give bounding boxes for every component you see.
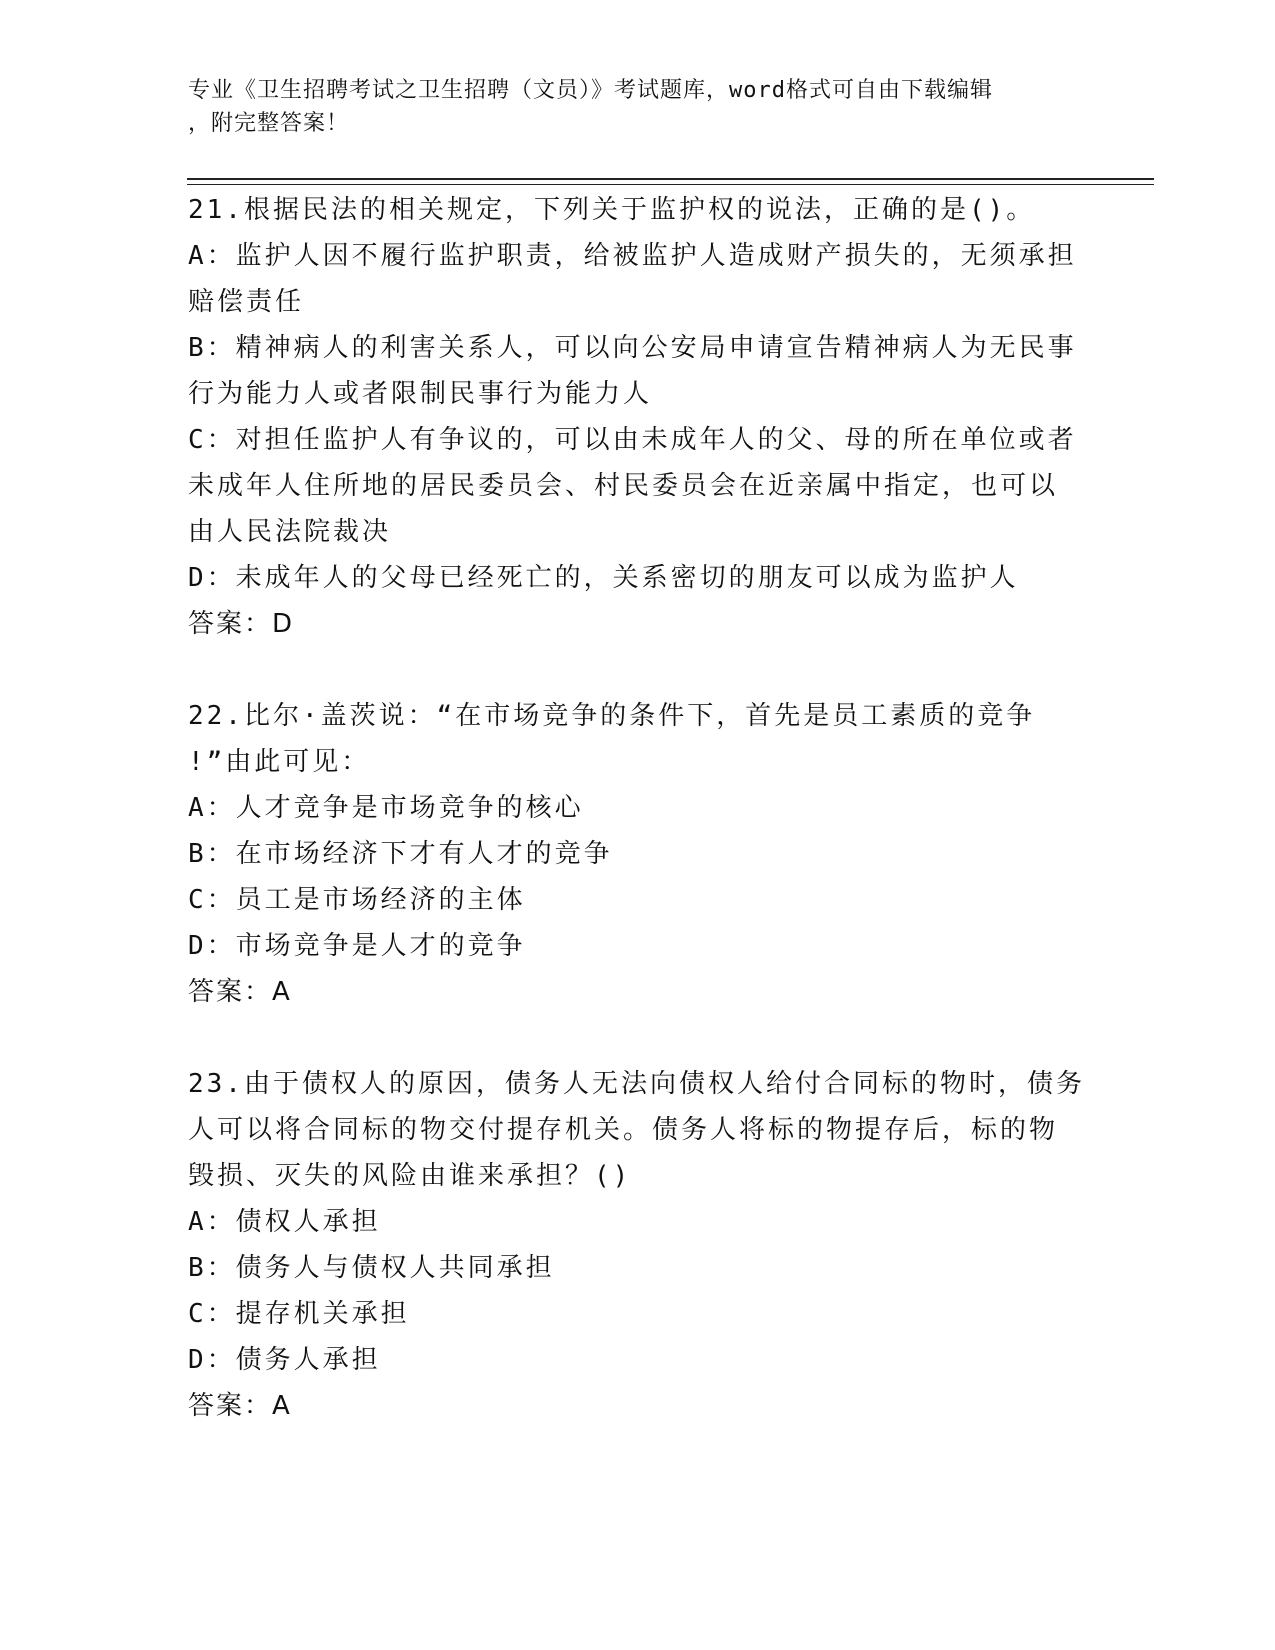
option-line: B：债务人与债权人共同承担 — [188, 1253, 555, 1283]
answer-label: 答案：A — [188, 977, 292, 1007]
option-b — [188, 1245, 1088, 1291]
question-stem-line: 22.比尔·盖茨说：“在市场竞争的条件下，首先是员工素质的竞争 — [188, 701, 1036, 731]
question-stem-line: 人可以将合同标的物交付提存机关。债务人将标的物提存后，标的物 — [188, 1115, 1059, 1145]
option-line: A：债权人承担 — [188, 1207, 381, 1237]
option-line: D：市场竞争是人才的竞争 — [188, 931, 526, 961]
header-rule-thick — [187, 178, 1154, 180]
option-line: C：员工是市场经济的主体 — [188, 885, 526, 915]
option-a — [188, 785, 1088, 831]
option-line: B：在市场经济下才有人才的竞争 — [188, 839, 613, 869]
question-23 — [188, 1061, 1088, 1429]
question-list — [188, 187, 1088, 1475]
option-line: 赔偿责任 — [188, 287, 305, 317]
option-b — [188, 831, 1088, 877]
option-line: C：提存机关承担 — [188, 1299, 410, 1329]
answer-label: 答案：A — [188, 1391, 292, 1421]
option-line: D：债务人承担 — [188, 1345, 381, 1375]
question-stem-line: 21.根据民法的相关规定，下列关于监护权的说法，正确的是()。 — [188, 195, 1036, 225]
header-line-2: ，附完整答案！ — [188, 111, 350, 136]
option-line: B：精神病人的利害关系人，可以向公安局申请宣告精神病人为无民事 — [188, 333, 1077, 363]
option-d — [188, 923, 1088, 969]
question-stem-line: 23.由于债权人的原因，债务人无法向债权人给付合同标的物时，债务 — [188, 1069, 1085, 1099]
option-d — [188, 1337, 1088, 1383]
option-b — [188, 325, 1088, 417]
option-line: D：未成年人的父母已经死亡的，关系密切的朋友可以成为监护人 — [188, 563, 1019, 593]
option-line: C：对担任监护人有争议的，可以由未成年人的父、母的所在单位或者 — [188, 425, 1077, 455]
question-21 — [188, 187, 1088, 647]
question-stem-line: 毁损、灭失的风险由谁来承担？() — [188, 1161, 632, 1191]
option-a — [188, 233, 1088, 325]
answer-label: 答案：D — [188, 609, 295, 639]
question-stem-line: !”由此可见： — [188, 747, 371, 777]
header-line-1: 专业《卫生招聘考试之卫生招聘（文员）》考试题库，word格式可自由下载编辑 — [188, 78, 993, 103]
document-header — [188, 74, 1068, 140]
header-rule-thin — [187, 184, 1154, 185]
option-line: 由人民法院裁决 — [188, 517, 392, 547]
option-line: 行为能力人或者限制民事行为能力人 — [188, 379, 653, 409]
option-line: A：监护人因不履行监护职责，给被监护人造成财产损失的，无须承担 — [188, 241, 1077, 271]
option-c — [188, 417, 1088, 555]
option-c — [188, 877, 1088, 923]
option-line: A：人才竞争是市场竞争的核心 — [188, 793, 584, 823]
option-d — [188, 555, 1088, 601]
option-line: 未成年人住所地的居民委员会、村民委员会在近亲属中指定，也可以 — [188, 471, 1059, 501]
question-22 — [188, 693, 1088, 1015]
option-c — [188, 1291, 1088, 1337]
option-a — [188, 1199, 1088, 1245]
